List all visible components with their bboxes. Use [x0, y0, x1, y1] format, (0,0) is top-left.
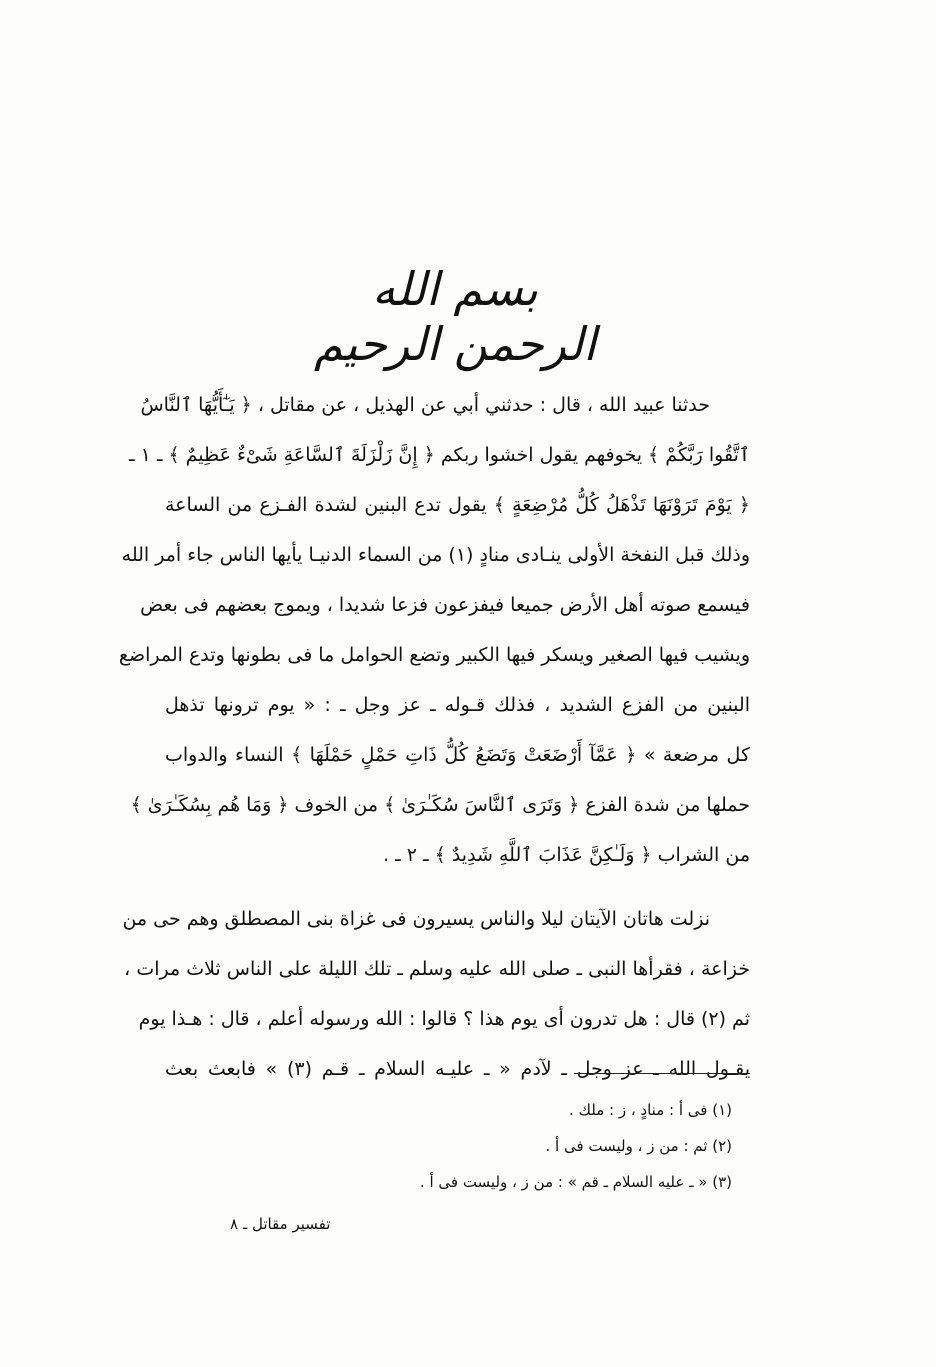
footnote-divider [574, 1073, 750, 1074]
footnote-2: (٢) ثم : من ز ، وليست فى أ . [545, 1137, 732, 1155]
text-line: من الشراب ﴿ وَلَـٰكِنَّ عَذَابَ ٱللَّهِ شَدِيدٌ ﴾ ـ ٢ ـ . [383, 844, 750, 866]
text-line: خزاعة ، فقرأها النبى ـ صلى الله عليه وسلم ـ تلك الليلة على الناس ثلاث مرات ، [124, 958, 750, 980]
text-line: حدثنا عبيد الله ، قال : حدثني أبي عن الهذيل ، عن مقاتل ، ﴿ يَـٰٓأَيُّهَا ٱلنَّاسُ [140, 394, 710, 416]
footnote-1: (١) فى أ : منادٍ ، ز : ملك . [569, 1101, 732, 1119]
paragraph-gap [165, 880, 750, 894]
text-line: وذلك قبل النفخة الأولى ينـادى منادٍ (١) من السماء الدنيـا يأيها الناس جاء أمر الله [121, 544, 750, 566]
paragraph-1 [118, 380, 750, 880]
main-text [118, 380, 751, 1094]
paragraph-2 [122, 894, 751, 1094]
text-line: فيسمع صوته أهل الأرض جميعا فيفزعون فزعا شديدا ، ويموج بعضهم فى بعض [140, 594, 750, 616]
text-line: حملها من شدة الفزع ﴿ وَتَرَى ٱلنَّاسَ سُكَـٰرَىٰ ﴾ من الخوف ﴿ وَمَا هُم بِسُكَـٰرَىٰ ﴾ [130, 794, 750, 816]
text-line: ٱتَّقُوا رَبَّكُمْ ﴾ يخوفهم يقول اخشوا ربكم ﴿ إِنَّ زَلْزَلَةَ ٱلسَّاعَةِ شَىْءٌ عَظِيمٌ ﴾ ـ ١ ـ [129, 444, 750, 466]
text-line: ﴿ يَوْمَ تَرَوْنَهَا تَذْهَلُ كُلُّ مُرْضِعَةٍ ﴾ يقول تدع البنين لشدة الفـزع من الساعة [165, 494, 750, 516]
text-line: البنين من الفزع الشديد ، فذلك قـوله ـ عز وجل ـ : « يوم ترونها تذهل [165, 694, 750, 716]
text-line: يقـول الله ـ عز وجل ـ لآدم « ـ عليـه السلام ـ قـم (٣) » فابعث بعث [165, 1058, 751, 1080]
footnote-3: (٣) « ـ عليه السلام ـ قم » : من ز ، وليست فى أ . [419, 1173, 732, 1191]
page-footer: تفسير مقاتل ـ ٨ [230, 1215, 331, 1233]
footnotes [300, 1092, 732, 1200]
basmala-heading: بسم الله الرحمن الرحيم [314, 262, 596, 372]
text-line: كل مرضعة » ﴿ عَمَّآ أَرْضَعَتْ وَتَضَعُ كُلُّ ذَاتِ حَمْلٍ حَمْلَهَا ﴾ النساء والدواب [165, 744, 750, 766]
text-line: نزلت هاتان الآيتان ليلا والناس يسيرون فى غزاة بنى المصطلق وهم حى من [122, 908, 710, 930]
text-line: ويشيب فيها الصغير ويسكر فيها الكبير وتضع الحوامل ما فى بطونها وتدع المراضع [118, 644, 750, 666]
text-line: ثم (٢) قال : هل تدرون أى يوم هذا ؟ قالوا : الله ورسوله أعلم ، قال : هـذا يوم [138, 1008, 750, 1030]
